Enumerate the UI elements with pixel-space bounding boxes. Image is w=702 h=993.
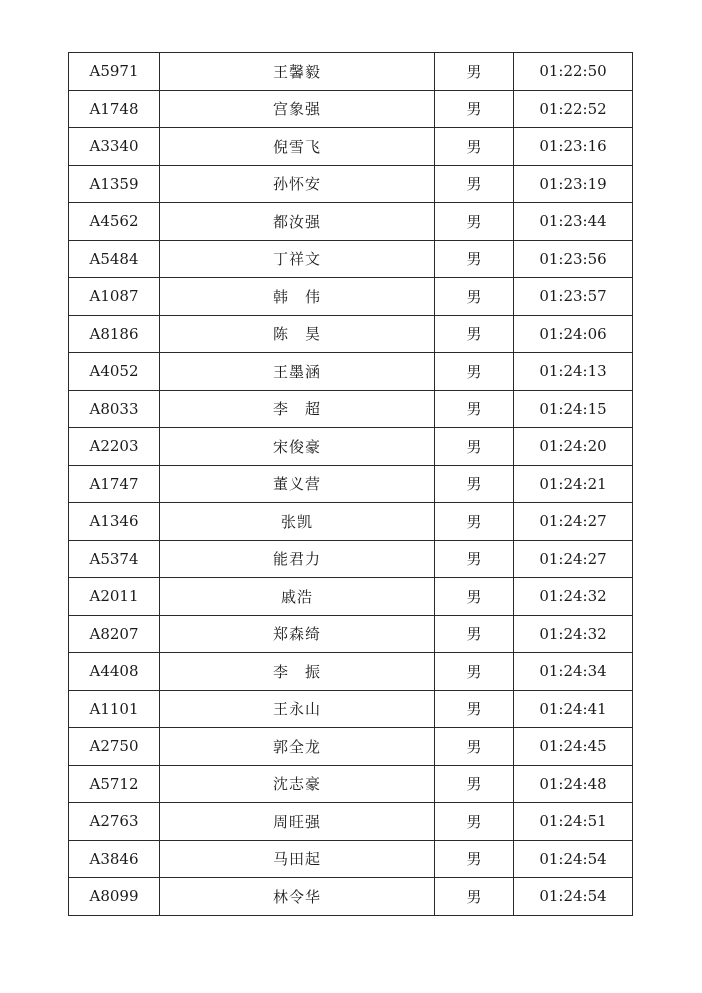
gender-cell: 男: [435, 165, 514, 203]
runner-name-cell: 韩 伟: [160, 278, 435, 316]
gender-cell: 男: [435, 840, 514, 878]
gender-cell: 男: [435, 503, 514, 541]
runner-name-cell: 陈 昊: [160, 315, 435, 353]
finish-time-cell: 01:24:54: [514, 878, 633, 916]
bib-number-cell: A3340: [69, 128, 160, 166]
finish-time-cell: 01:24:20: [514, 428, 633, 466]
table-row: [69, 90, 633, 128]
runner-name-cell: 王馨毅: [160, 53, 435, 91]
bib-number-cell: A8186: [69, 315, 160, 353]
finish-time-cell: 01:24:15: [514, 390, 633, 428]
bib-number-cell: A2763: [69, 803, 160, 841]
table-row: [69, 128, 633, 166]
finish-time-cell: 01:23:19: [514, 165, 633, 203]
bib-number-cell: A2203: [69, 428, 160, 466]
table-row: [69, 653, 633, 691]
bib-number-cell: A8099: [69, 878, 160, 916]
table-row: [69, 578, 633, 616]
finish-time-cell: 01:22:52: [514, 90, 633, 128]
bib-number-cell: A3846: [69, 840, 160, 878]
finish-time-cell: 01:24:27: [514, 540, 633, 578]
gender-cell: 男: [435, 540, 514, 578]
table-row: [69, 878, 633, 916]
runner-name-cell: 都汝强: [160, 203, 435, 241]
finish-time-cell: 01:24:51: [514, 803, 633, 841]
runner-name-cell: 李 振: [160, 653, 435, 691]
table-row: [69, 315, 633, 353]
runner-name-cell: 丁祥文: [160, 240, 435, 278]
runner-name-cell: 马田起: [160, 840, 435, 878]
finish-time-cell: 01:24:13: [514, 353, 633, 391]
table-row: [69, 765, 633, 803]
finish-time-cell: 01:23:57: [514, 278, 633, 316]
bib-number-cell: A5712: [69, 765, 160, 803]
results-table-body: [69, 53, 633, 916]
bib-number-cell: A1087: [69, 278, 160, 316]
table-row: [69, 728, 633, 766]
runner-name-cell: 孙怀安: [160, 165, 435, 203]
gender-cell: 男: [435, 53, 514, 91]
gender-cell: 男: [435, 90, 514, 128]
runner-name-cell: 周旺强: [160, 803, 435, 841]
gender-cell: 男: [435, 128, 514, 166]
bib-number-cell: A5971: [69, 53, 160, 91]
finish-time-cell: 01:22:50: [514, 53, 633, 91]
bib-number-cell: A2011: [69, 578, 160, 616]
gender-cell: 男: [435, 240, 514, 278]
runner-name-cell: 戚浩: [160, 578, 435, 616]
runner-name-cell: 王墨涵: [160, 353, 435, 391]
table-row: [69, 203, 633, 241]
gender-cell: 男: [435, 203, 514, 241]
runner-name-cell: 沈志豪: [160, 765, 435, 803]
finish-time-cell: 01:24:41: [514, 690, 633, 728]
gender-cell: 男: [435, 465, 514, 503]
bib-number-cell: A1346: [69, 503, 160, 541]
table-row: [69, 615, 633, 653]
bib-number-cell: A1359: [69, 165, 160, 203]
finish-time-cell: 01:24:06: [514, 315, 633, 353]
bib-number-cell: A5374: [69, 540, 160, 578]
gender-cell: 男: [435, 653, 514, 691]
runner-name-cell: 王永山: [160, 690, 435, 728]
runner-name-cell: 宋俊豪: [160, 428, 435, 466]
runner-name-cell: 宫象强: [160, 90, 435, 128]
bib-number-cell: A5484: [69, 240, 160, 278]
table-row: [69, 53, 633, 91]
gender-cell: 男: [435, 765, 514, 803]
table-row: [69, 428, 633, 466]
gender-cell: 男: [435, 803, 514, 841]
table-row: [69, 503, 633, 541]
runner-name-cell: 董义营: [160, 465, 435, 503]
table-row: [69, 390, 633, 428]
finish-time-cell: 01:24:34: [514, 653, 633, 691]
bib-number-cell: A2750: [69, 728, 160, 766]
table-row: [69, 540, 633, 578]
table-row: [69, 690, 633, 728]
runner-name-cell: 倪雪飞: [160, 128, 435, 166]
bib-number-cell: A1748: [69, 90, 160, 128]
table-row: [69, 278, 633, 316]
gender-cell: 男: [435, 428, 514, 466]
finish-time-cell: 01:23:56: [514, 240, 633, 278]
gender-cell: 男: [435, 615, 514, 653]
table-row: [69, 165, 633, 203]
runner-name-cell: 郭全龙: [160, 728, 435, 766]
bib-number-cell: A8033: [69, 390, 160, 428]
runner-name-cell: 林令华: [160, 878, 435, 916]
gender-cell: 男: [435, 728, 514, 766]
bib-number-cell: A4052: [69, 353, 160, 391]
table-row: [69, 840, 633, 878]
gender-cell: 男: [435, 690, 514, 728]
bib-number-cell: A8207: [69, 615, 160, 653]
gender-cell: 男: [435, 578, 514, 616]
bib-number-cell: A1747: [69, 465, 160, 503]
gender-cell: 男: [435, 390, 514, 428]
finish-time-cell: 01:24:45: [514, 728, 633, 766]
table-row: [69, 465, 633, 503]
gender-cell: 男: [435, 278, 514, 316]
runner-name-cell: 能君力: [160, 540, 435, 578]
finish-time-cell: 01:24:32: [514, 615, 633, 653]
bib-number-cell: A4562: [69, 203, 160, 241]
runner-name-cell: 李 超: [160, 390, 435, 428]
table-row: [69, 240, 633, 278]
table-row: [69, 353, 633, 391]
finish-time-cell: 01:24:21: [514, 465, 633, 503]
finish-time-cell: 01:23:16: [514, 128, 633, 166]
gender-cell: 男: [435, 353, 514, 391]
runner-name-cell: 张凯: [160, 503, 435, 541]
table-row: [69, 803, 633, 841]
results-table: [68, 52, 633, 916]
finish-time-cell: 01:24:54: [514, 840, 633, 878]
finish-time-cell: 01:24:48: [514, 765, 633, 803]
finish-time-cell: 01:23:44: [514, 203, 633, 241]
runner-name-cell: 郑森绮: [160, 615, 435, 653]
bib-number-cell: A1101: [69, 690, 160, 728]
finish-time-cell: 01:24:27: [514, 503, 633, 541]
finish-time-cell: 01:24:32: [514, 578, 633, 616]
gender-cell: 男: [435, 315, 514, 353]
gender-cell: 男: [435, 878, 514, 916]
bib-number-cell: A4408: [69, 653, 160, 691]
